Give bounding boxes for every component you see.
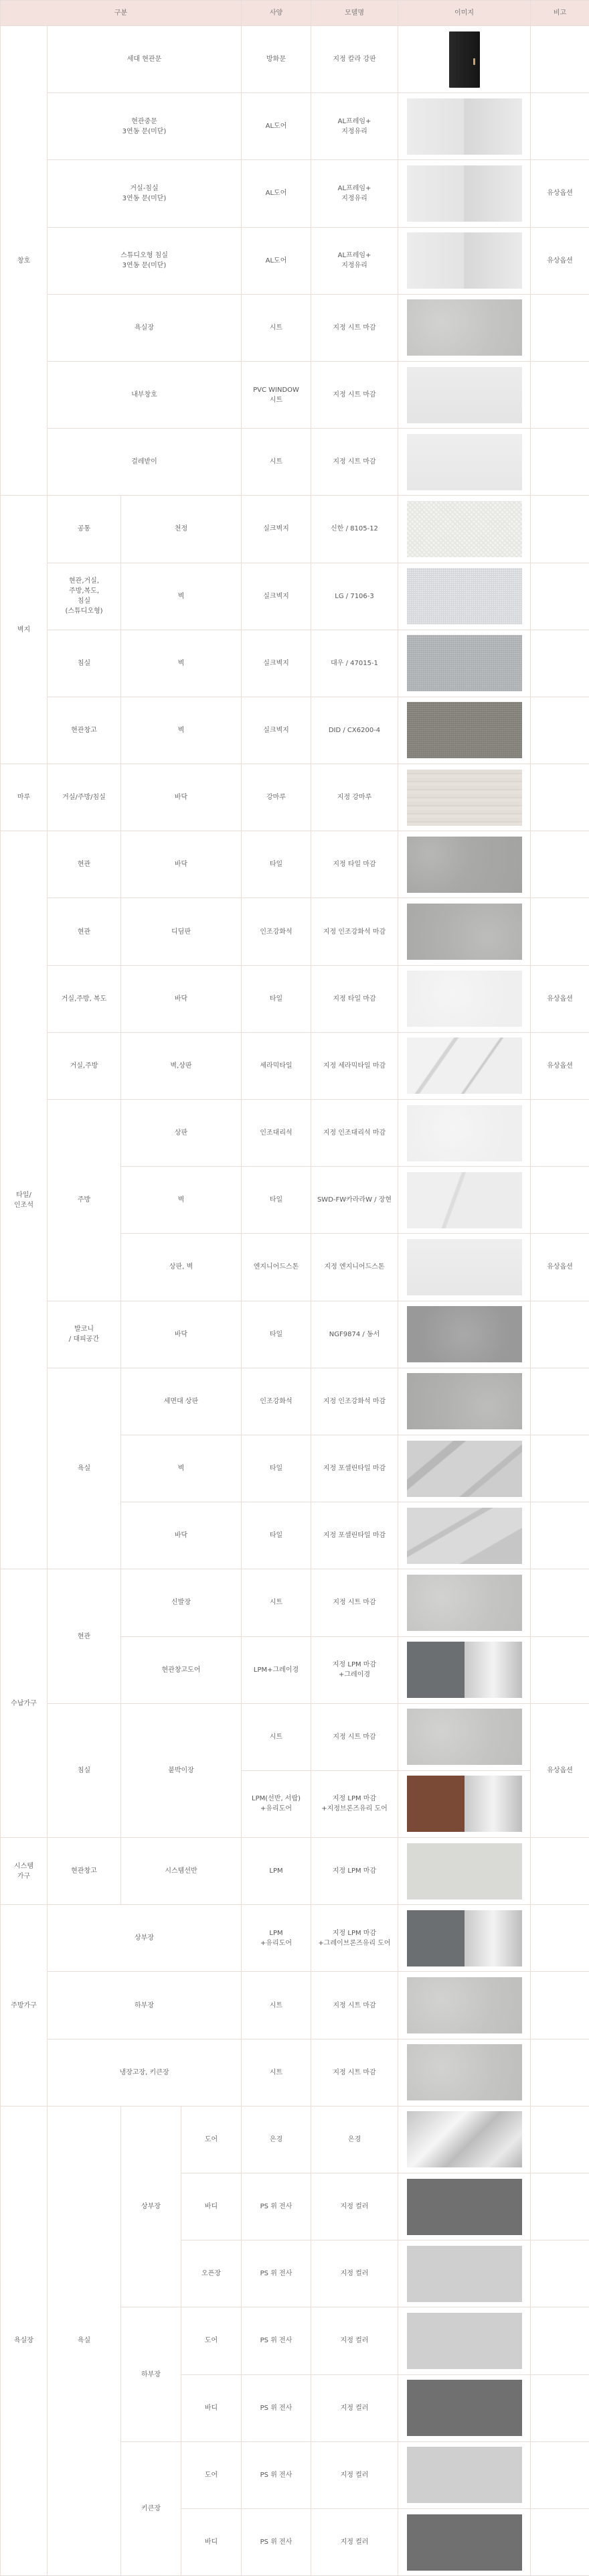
location-cell: 욕실장 bbox=[48, 294, 242, 361]
model-cell: 지정 엔지니어드스톤 bbox=[311, 1234, 398, 1301]
spec-cell: 인조강화석 bbox=[242, 898, 311, 965]
table-row bbox=[1, 1569, 589, 1636]
note-cell bbox=[531, 2508, 589, 2575]
spec-cell: 타일 bbox=[242, 965, 311, 1032]
spec-cell: 타일 bbox=[242, 1167, 311, 1234]
material-swatch-image bbox=[407, 2044, 522, 2100]
model-cell: 지정 LPM 마감 +지정브론즈유리 도어 bbox=[311, 1770, 398, 1837]
table-row bbox=[1, 831, 589, 898]
part-cell: 현관창고도어 bbox=[121, 1636, 242, 1703]
note-cell bbox=[531, 2240, 589, 2307]
material-swatch-image bbox=[407, 1843, 522, 1900]
material-swatch-image bbox=[407, 165, 522, 222]
material-swatch-image bbox=[449, 31, 480, 88]
model-cell: 지정 시트 마감 bbox=[311, 1703, 398, 1770]
location-cell: 현관중문 3연동 문(미닫) bbox=[48, 93, 242, 160]
header-row bbox=[1, 1, 589, 26]
location-cell: 현관창고 bbox=[48, 1838, 121, 1905]
note-cell bbox=[531, 1636, 589, 1703]
spec-cell: 타일 bbox=[242, 1502, 311, 1569]
material-swatch-image bbox=[407, 1508, 522, 1564]
material-swatch-image bbox=[407, 2111, 522, 2167]
model-cell: 지정 컬러 bbox=[311, 2173, 398, 2240]
part-cell: 도어 bbox=[181, 2307, 242, 2374]
category-cell: 시스템 가구 bbox=[1, 1838, 48, 1905]
part-cell: 상판, 벽 bbox=[121, 1234, 242, 1301]
table-row bbox=[1, 965, 589, 1032]
model-cell: 지정 시트 마감 bbox=[311, 429, 398, 496]
model-cell: 지정 타일 마감 bbox=[311, 965, 398, 1032]
spec-cell: 타일 bbox=[242, 1301, 311, 1368]
location-cell: 현관창고 bbox=[48, 697, 121, 764]
model-cell: DID / CX6200-4 bbox=[311, 697, 398, 764]
spec-cell: AL도어 bbox=[242, 227, 311, 294]
table-row bbox=[1, 898, 589, 965]
spec-cell: 실크벽지 bbox=[242, 496, 311, 563]
model-cell: 지정 인조강화석 마감 bbox=[311, 1368, 398, 1435]
material-swatch-image bbox=[407, 1373, 522, 1429]
spec-cell: 시트 bbox=[242, 2039, 311, 2106]
table-row bbox=[1, 1100, 589, 1167]
model-cell: 신한 / 8105-12 bbox=[311, 496, 398, 563]
spec-cell: 세라믹타일 bbox=[242, 1032, 311, 1099]
table-row bbox=[1, 1972, 589, 2039]
note-cell bbox=[531, 2307, 589, 2374]
location-cell: 현관 bbox=[48, 1569, 121, 1703]
location-cell: 하부장 bbox=[48, 1972, 242, 2039]
spec-cell: PS 위 전사 bbox=[242, 2441, 311, 2508]
location-cell: 세대 현관문 bbox=[48, 26, 242, 93]
cabinet-cell: 상부장 bbox=[121, 2106, 181, 2307]
spec-cell: 타일 bbox=[242, 831, 311, 898]
table-row bbox=[1, 160, 589, 227]
category-cell: 주방가구 bbox=[1, 1905, 48, 2106]
part-cell: 신발장 bbox=[121, 1569, 242, 1636]
table-row bbox=[1, 496, 589, 563]
note-cell bbox=[531, 1100, 589, 1167]
location-cell: 내부창호 bbox=[48, 361, 242, 428]
spec-cell: 시트 bbox=[242, 1972, 311, 2039]
note-cell bbox=[531, 2106, 589, 2173]
note-cell bbox=[531, 630, 589, 697]
model-cell: 지정 타일 마감 bbox=[311, 831, 398, 898]
table-row bbox=[1, 1703, 589, 1770]
model-cell: 지정 인조대리석 마감 bbox=[311, 1100, 398, 1167]
location-cell: 침실 bbox=[48, 1703, 121, 1837]
model-cell: 지정 컬러 bbox=[311, 2240, 398, 2307]
table-row bbox=[1, 630, 589, 697]
table-row bbox=[1, 227, 589, 294]
note-cell: 유상옵션 bbox=[531, 227, 589, 294]
category-cell: 욕실장 bbox=[1, 2106, 48, 2575]
model-cell: 지정 인조강화석 마감 bbox=[311, 898, 398, 965]
part-cell: 벽 bbox=[121, 630, 242, 697]
spec-cell: 실크벽지 bbox=[242, 697, 311, 764]
spec-cell: 시트 bbox=[242, 1703, 311, 1770]
model-cell: 지정 컬러 bbox=[311, 2307, 398, 2374]
note-cell: 유상옵션 bbox=[531, 160, 589, 227]
spec-cell: PS 위 전사 bbox=[242, 2508, 311, 2575]
part-cell: 벽,상판 bbox=[121, 1032, 242, 1099]
spec-cell: LPM bbox=[242, 1838, 311, 1905]
note-cell bbox=[531, 898, 589, 965]
spec-cell: PS 위 전사 bbox=[242, 2374, 311, 2441]
material-swatch-image bbox=[407, 1776, 522, 1832]
location-cell: 스튜디오형 침실 3연동 문(미닫) bbox=[48, 227, 242, 294]
note-cell bbox=[531, 26, 589, 93]
spec-cell: LPM +유리도어 bbox=[242, 1905, 311, 1972]
location-cell: 욕실 bbox=[48, 2106, 121, 2575]
material-swatch-image bbox=[407, 1172, 522, 1228]
location-cell: 거실,주방, 복도 bbox=[48, 965, 121, 1032]
table-row bbox=[1, 2039, 589, 2106]
material-swatch-image bbox=[407, 971, 522, 1027]
note-cell: 유상옵션 bbox=[531, 965, 589, 1032]
location-cell: 발코니 / 대피공간 bbox=[48, 1301, 121, 1368]
material-swatch-image bbox=[407, 1037, 522, 1094]
spec-cell: 은경 bbox=[242, 2106, 311, 2173]
part-cell: 붙박이장 bbox=[121, 1703, 242, 1837]
model-cell: LG / 7106-3 bbox=[311, 563, 398, 630]
note-cell bbox=[531, 1838, 589, 1905]
location-cell: 침실 bbox=[48, 630, 121, 697]
location-cell: 현관 bbox=[48, 831, 121, 898]
table-row bbox=[1, 1301, 589, 1368]
note-cell bbox=[531, 1972, 589, 2039]
part-cell: 세면대 상판 bbox=[121, 1368, 242, 1435]
material-swatch-image bbox=[407, 568, 522, 624]
material-swatch-image bbox=[407, 635, 522, 691]
category-cell: 타일/ 인조석 bbox=[1, 831, 48, 1569]
cabinet-cell: 하부장 bbox=[121, 2307, 181, 2441]
material-swatch-image bbox=[407, 770, 522, 826]
spec-cell: PS 위 전사 bbox=[242, 2240, 311, 2307]
material-swatch-image bbox=[407, 367, 522, 423]
model-cell: SWD-FW카라라W / 장현 bbox=[311, 1167, 398, 1234]
table-row bbox=[1, 361, 589, 428]
note-cell bbox=[531, 361, 589, 428]
location-cell: 욕실 bbox=[48, 1368, 121, 1569]
header-category: 구분 bbox=[1, 1, 242, 26]
material-swatch-image bbox=[407, 1910, 522, 1966]
location-cell: 주방 bbox=[48, 1100, 121, 1301]
material-swatch-image bbox=[407, 1642, 522, 1698]
location-cell: 냉장고장, 키큰장 bbox=[48, 2039, 242, 2106]
location-cell: 현관,거실, 주방,복도, 침실 (스튜디오형) bbox=[48, 563, 121, 630]
spec-cell: PVC WINDOW 시트 bbox=[242, 361, 311, 428]
part-cell: 바닥 bbox=[121, 764, 242, 831]
model-cell: 지정 LPM 마감 +그레이브론즈유리 도어 bbox=[311, 1905, 398, 1972]
note-cell bbox=[531, 1167, 589, 1234]
note-cell bbox=[531, 429, 589, 496]
note-cell bbox=[531, 1301, 589, 1368]
note-cell: 유상옵션 bbox=[531, 1703, 589, 1837]
note-cell bbox=[531, 1502, 589, 1569]
model-cell: 지정 칼라 강판 bbox=[311, 26, 398, 93]
note-cell bbox=[531, 831, 589, 898]
model-cell: 지정 시트 마감 bbox=[311, 294, 398, 361]
material-swatch-image bbox=[407, 1977, 522, 2033]
material-swatch-image bbox=[407, 1441, 522, 1497]
location-cell: 거실/주방/침실 bbox=[48, 764, 121, 831]
note-cell bbox=[531, 1569, 589, 1636]
spec-cell: 방화문 bbox=[242, 26, 311, 93]
model-cell: 대우 / 47015-1 bbox=[311, 630, 398, 697]
material-swatch-image bbox=[407, 702, 522, 758]
material-swatch-image bbox=[407, 501, 522, 557]
material-swatch-image bbox=[407, 2179, 522, 2235]
model-cell: 지정 시트 마감 bbox=[311, 2039, 398, 2106]
model-cell: 지정 시트 마감 bbox=[311, 361, 398, 428]
note-cell bbox=[531, 563, 589, 630]
note-cell bbox=[531, 1435, 589, 1502]
table-row bbox=[1, 1032, 589, 1099]
note-cell bbox=[531, 1905, 589, 1972]
header-image: 이미지 bbox=[398, 1, 531, 26]
note-cell bbox=[531, 2441, 589, 2508]
material-swatch-image bbox=[407, 232, 522, 289]
note-cell bbox=[531, 2039, 589, 2106]
model-cell: 지정 컬러 bbox=[311, 2374, 398, 2441]
model-cell: 지정 LPM 마감 bbox=[311, 1838, 398, 1905]
material-swatch-image bbox=[407, 1575, 522, 1631]
table-row bbox=[1, 93, 589, 160]
location-cell: 거실-침실 3연동 문(미닫) bbox=[48, 160, 242, 227]
note-cell: 유상옵션 bbox=[531, 1234, 589, 1301]
spec-cell: PS 위 전사 bbox=[242, 2307, 311, 2374]
category-cell: 수납가구 bbox=[1, 1569, 48, 1838]
spec-cell: 실크벽지 bbox=[242, 563, 311, 630]
note-cell bbox=[531, 2374, 589, 2441]
model-cell: 지정 시트 마감 bbox=[311, 1972, 398, 2039]
spec-cell: 엔지니어드스톤 bbox=[242, 1234, 311, 1301]
category-cell: 마루 bbox=[1, 764, 48, 831]
material-swatch-image bbox=[407, 98, 522, 155]
part-cell: 상판 bbox=[121, 1100, 242, 1167]
table-row bbox=[1, 2106, 589, 2173]
model-cell: 지정 컬러 bbox=[311, 2508, 398, 2575]
spec-cell: LPM+그레이경 bbox=[242, 1636, 311, 1703]
material-swatch-image bbox=[407, 1239, 522, 1295]
spec-cell: LPM(선반, 서랍) +유리도어 bbox=[242, 1770, 311, 1837]
model-cell: 지정 포셀린타일 마감 bbox=[311, 1435, 398, 1502]
table-row bbox=[1, 1838, 589, 1905]
note-cell bbox=[531, 2173, 589, 2240]
model-cell: 지정 포셀린타일 마감 bbox=[311, 1502, 398, 1569]
part-cell: 바디 bbox=[181, 2173, 242, 2240]
part-cell: 도어 bbox=[181, 2106, 242, 2173]
header-model: 모델명 bbox=[311, 1, 398, 26]
spec-cell: 시트 bbox=[242, 429, 311, 496]
location-cell: 거실,주방 bbox=[48, 1032, 121, 1099]
material-swatch-image bbox=[407, 299, 522, 356]
material-swatch-image bbox=[407, 2246, 522, 2302]
location-cell: 현관 bbox=[48, 898, 121, 965]
material-swatch-image bbox=[407, 2514, 522, 2571]
material-swatch-image bbox=[407, 837, 522, 893]
table-row bbox=[1, 26, 589, 93]
material-swatch-image bbox=[407, 1105, 522, 1161]
note-cell bbox=[531, 496, 589, 563]
part-cell: 바닥 bbox=[121, 1502, 242, 1569]
spec-cell: 강마루 bbox=[242, 764, 311, 831]
part-cell: 바닥 bbox=[121, 831, 242, 898]
part-cell: 바디 bbox=[181, 2374, 242, 2441]
spec-cell: 시트 bbox=[242, 1569, 311, 1636]
spec-cell: 타일 bbox=[242, 1435, 311, 1502]
material-swatch-image bbox=[407, 2380, 522, 2436]
category-cell: 창호 bbox=[1, 26, 48, 496]
category-cell: 벽지 bbox=[1, 496, 48, 764]
part-cell: 도어 bbox=[181, 2441, 242, 2508]
model-cell: AL프레임+ 지정유리 bbox=[311, 227, 398, 294]
table-row bbox=[1, 1905, 589, 1972]
table-row bbox=[1, 563, 589, 630]
location-cell: 걸레받이 bbox=[48, 429, 242, 496]
spec-cell: 시트 bbox=[242, 294, 311, 361]
material-swatch-image bbox=[407, 1306, 522, 1362]
model-cell: 지정 컬러 bbox=[311, 2441, 398, 2508]
model-cell: 지정 세라믹타일 마감 bbox=[311, 1032, 398, 1099]
table-row bbox=[1, 764, 589, 831]
model-cell: 지정 LPM 마감 +그레이경 bbox=[311, 1636, 398, 1703]
model-cell: 은경 bbox=[311, 2106, 398, 2173]
model-cell: AL프레임+ 지정유리 bbox=[311, 93, 398, 160]
part-cell: 벽 bbox=[121, 563, 242, 630]
material-swatch-image bbox=[407, 1709, 522, 1765]
model-cell: 지정 강마루 bbox=[311, 764, 398, 831]
spec-cell: 실크벽지 bbox=[242, 630, 311, 697]
spec-cell: 인조대리석 bbox=[242, 1100, 311, 1167]
cabinet-cell: 키큰장 bbox=[121, 2441, 181, 2575]
model-cell: NGF9874 / 동서 bbox=[311, 1301, 398, 1368]
note-cell bbox=[531, 764, 589, 831]
spec-cell: PS 위 전사 bbox=[242, 2173, 311, 2240]
part-cell: 벽 bbox=[121, 697, 242, 764]
part-cell: 바닥 bbox=[121, 1301, 242, 1368]
spec-cell: AL도어 bbox=[242, 93, 311, 160]
header-note: 비고 bbox=[531, 1, 589, 26]
location-cell: 상부장 bbox=[48, 1905, 242, 1972]
material-swatch-image bbox=[407, 2447, 522, 2503]
header-spec: 사양 bbox=[242, 1, 311, 26]
part-cell: 디딤판 bbox=[121, 898, 242, 965]
table-row bbox=[1, 1368, 589, 1435]
model-cell: 지정 시트 마감 bbox=[311, 1569, 398, 1636]
model-cell: AL프레임+ 지정유리 bbox=[311, 160, 398, 227]
part-cell: 천정 bbox=[121, 496, 242, 563]
table-row bbox=[1, 429, 589, 496]
note-cell bbox=[531, 697, 589, 764]
spec-cell: AL도어 bbox=[242, 160, 311, 227]
part-cell: 바디 bbox=[181, 2508, 242, 2575]
note-cell bbox=[531, 93, 589, 160]
table-row bbox=[1, 697, 589, 764]
note-cell bbox=[531, 294, 589, 361]
spec-cell: 인조강화석 bbox=[242, 1368, 311, 1435]
part-cell: 벽 bbox=[121, 1167, 242, 1234]
note-cell bbox=[531, 1368, 589, 1435]
part-cell: 시스템선반 bbox=[121, 1838, 242, 1905]
part-cell: 바닥 bbox=[121, 965, 242, 1032]
material-swatch-image bbox=[407, 434, 522, 490]
material-swatch-image bbox=[407, 904, 522, 960]
table-row bbox=[1, 294, 589, 361]
location-cell: 공통 bbox=[48, 496, 121, 563]
part-cell: 벽 bbox=[121, 1435, 242, 1502]
material-swatch-image bbox=[407, 2313, 522, 2369]
part-cell: 오픈장 bbox=[181, 2240, 242, 2307]
note-cell: 유상옵션 bbox=[531, 1032, 589, 1099]
